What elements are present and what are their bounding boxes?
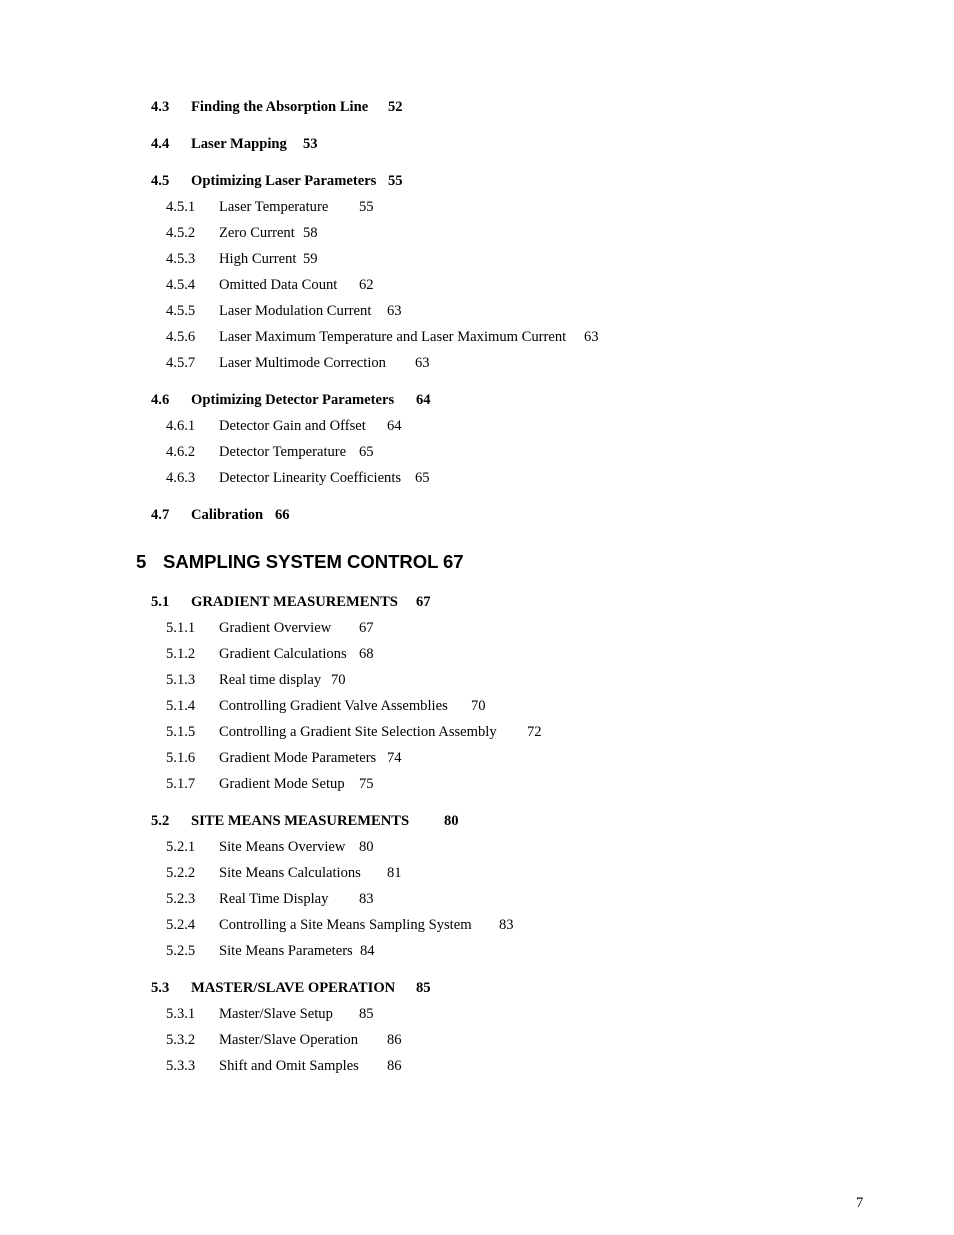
page-ref: 59 [303,251,318,267]
page-ref: 58 [303,225,318,241]
section-title: Laser Maximum Temperature and Laser Maximum Current [219,329,567,345]
section-title: Finding the Absorption Line [191,99,369,115]
section-title: Laser Modulation Current [219,303,372,319]
section-title: Site Means Overview [219,839,346,855]
section-number: 4.6.3 [166,470,196,486]
section-title: Zero Current [219,225,295,241]
section-title: SITE MEANS MEASUREMENTS [191,813,410,829]
chapter-title: SAMPLING SYSTEM CONTROL [163,551,439,572]
section-title: Controlling Gradient Valve Assemblies [219,698,448,714]
section-title: Detector Gain and Offset [219,418,366,434]
page-ref: 64 [416,392,431,408]
section-number: 4.5.3 [166,251,196,267]
section-title: Omitted Data Count [219,277,338,293]
section-number: 4.6 [151,392,170,408]
page-ref: 65 [415,470,430,486]
page-ref: 80 [444,813,459,829]
section-title: Master/Slave Operation [219,1032,359,1048]
section-title: Controlling a Gradient Site Selection Assembly [219,724,497,740]
section-title: Controlling a Site Means Sampling System [219,917,472,933]
section-number: 4.5.7 [166,355,196,371]
section-title: Site Means Calculations [219,865,361,881]
section-title: Detector Temperature [219,444,347,460]
page-ref: 53 [303,136,318,152]
section-title: Laser Temperature [219,199,329,215]
page-ref: 74 [387,750,402,766]
page-ref: 52 [388,99,403,115]
section-title: Optimizing Laser Parameters [191,173,377,189]
section-number: 4.5.4 [166,277,196,293]
section-number: 4.3 [151,99,170,115]
section-number: 4.5 [151,173,170,189]
section-number: 5.2.3 [166,891,196,907]
section-number: 5.2 [151,813,170,829]
section-number: 4.5.5 [166,303,196,319]
section-title: Calibration [191,507,264,523]
page-ref: 70 [331,672,346,688]
page-number: 7 [856,1195,864,1211]
page-ref: 66 [275,507,290,523]
page-ref: 62 [359,277,374,293]
page-ref: 84 [360,943,375,959]
section-title: Laser Mapping [191,136,287,152]
page-ref: 86 [387,1032,402,1048]
section-title: Site Means Parameters [219,943,353,959]
page-ref: 81 [387,865,402,881]
section-title: Gradient Calculations [219,646,347,662]
page-ref: 63 [387,303,402,319]
section-number: 4.5.1 [166,199,196,215]
page-ref: 63 [415,355,430,371]
page-ref: 55 [359,199,374,215]
section-number: 5.1.7 [166,776,196,792]
section-title: Shift and Omit Samples [219,1058,359,1074]
section-title: High Current [219,251,297,267]
section-number: 5.1.5 [166,724,196,740]
page-ref: 86 [387,1058,402,1074]
section-title: Detector Linearity Coefficients [219,470,402,486]
section-number: 5.2.1 [166,839,196,855]
section-number: 4.7 [151,507,170,523]
section-title: Real Time Display [219,891,329,907]
page-ref: 67 [416,594,431,610]
page-ref: 65 [359,444,374,460]
section-title: Real time display [219,672,322,688]
page-ref: 64 [387,418,402,434]
page-ref: 85 [416,980,431,996]
section-title: Gradient Mode Setup [219,776,345,792]
chapter-number: 5 [136,551,147,572]
page-ref: 72 [527,724,542,740]
page-ref: 75 [359,776,374,792]
section-number: 4.5.6 [166,329,196,345]
section-number: 5.2.2 [166,865,196,881]
section-number: 4.4 [151,136,170,152]
section-title: Laser Multimode Correction [219,355,386,371]
page-ref: 63 [584,329,599,345]
section-number: 5.3.2 [166,1032,196,1048]
page-ref: 55 [388,173,403,189]
section-number: 5.2.5 [166,943,196,959]
section-number: 4.5.2 [166,225,196,241]
page-ref: 70 [471,698,486,714]
section-number: 5.3.1 [166,1006,196,1022]
section-title: GRADIENT MEASUREMENTS [191,594,398,610]
section-title: Gradient Mode Parameters [219,750,377,766]
section-number: 5.3 [151,980,170,996]
section-number: 5.2.4 [166,917,196,933]
page-ref: 68 [359,646,374,662]
section-title: MASTER/SLAVE OPERATION [191,980,396,996]
section-number: 5.1 [151,594,170,610]
page-ref: 80 [359,839,374,855]
section-number: 5.1.3 [166,672,196,688]
section-number: 4.6.2 [166,444,196,460]
section-number: 4.6.1 [166,418,196,434]
page-ref: 67 [443,551,464,572]
section-number: 5.1.2 [166,646,196,662]
section-title: Master/Slave Setup [219,1006,333,1022]
section-title: Optimizing Detector Parameters [191,392,395,408]
page-ref: 67 [359,620,374,636]
page-ref: 83 [499,917,514,933]
page-ref: 83 [359,891,374,907]
section-title: Gradient Overview [219,620,332,636]
section-number: 5.1.6 [166,750,196,766]
section-number: 5.1.1 [166,620,196,636]
page-ref: 85 [359,1006,374,1022]
section-number: 5.1.4 [166,698,196,714]
section-number: 5.3.3 [166,1058,196,1074]
